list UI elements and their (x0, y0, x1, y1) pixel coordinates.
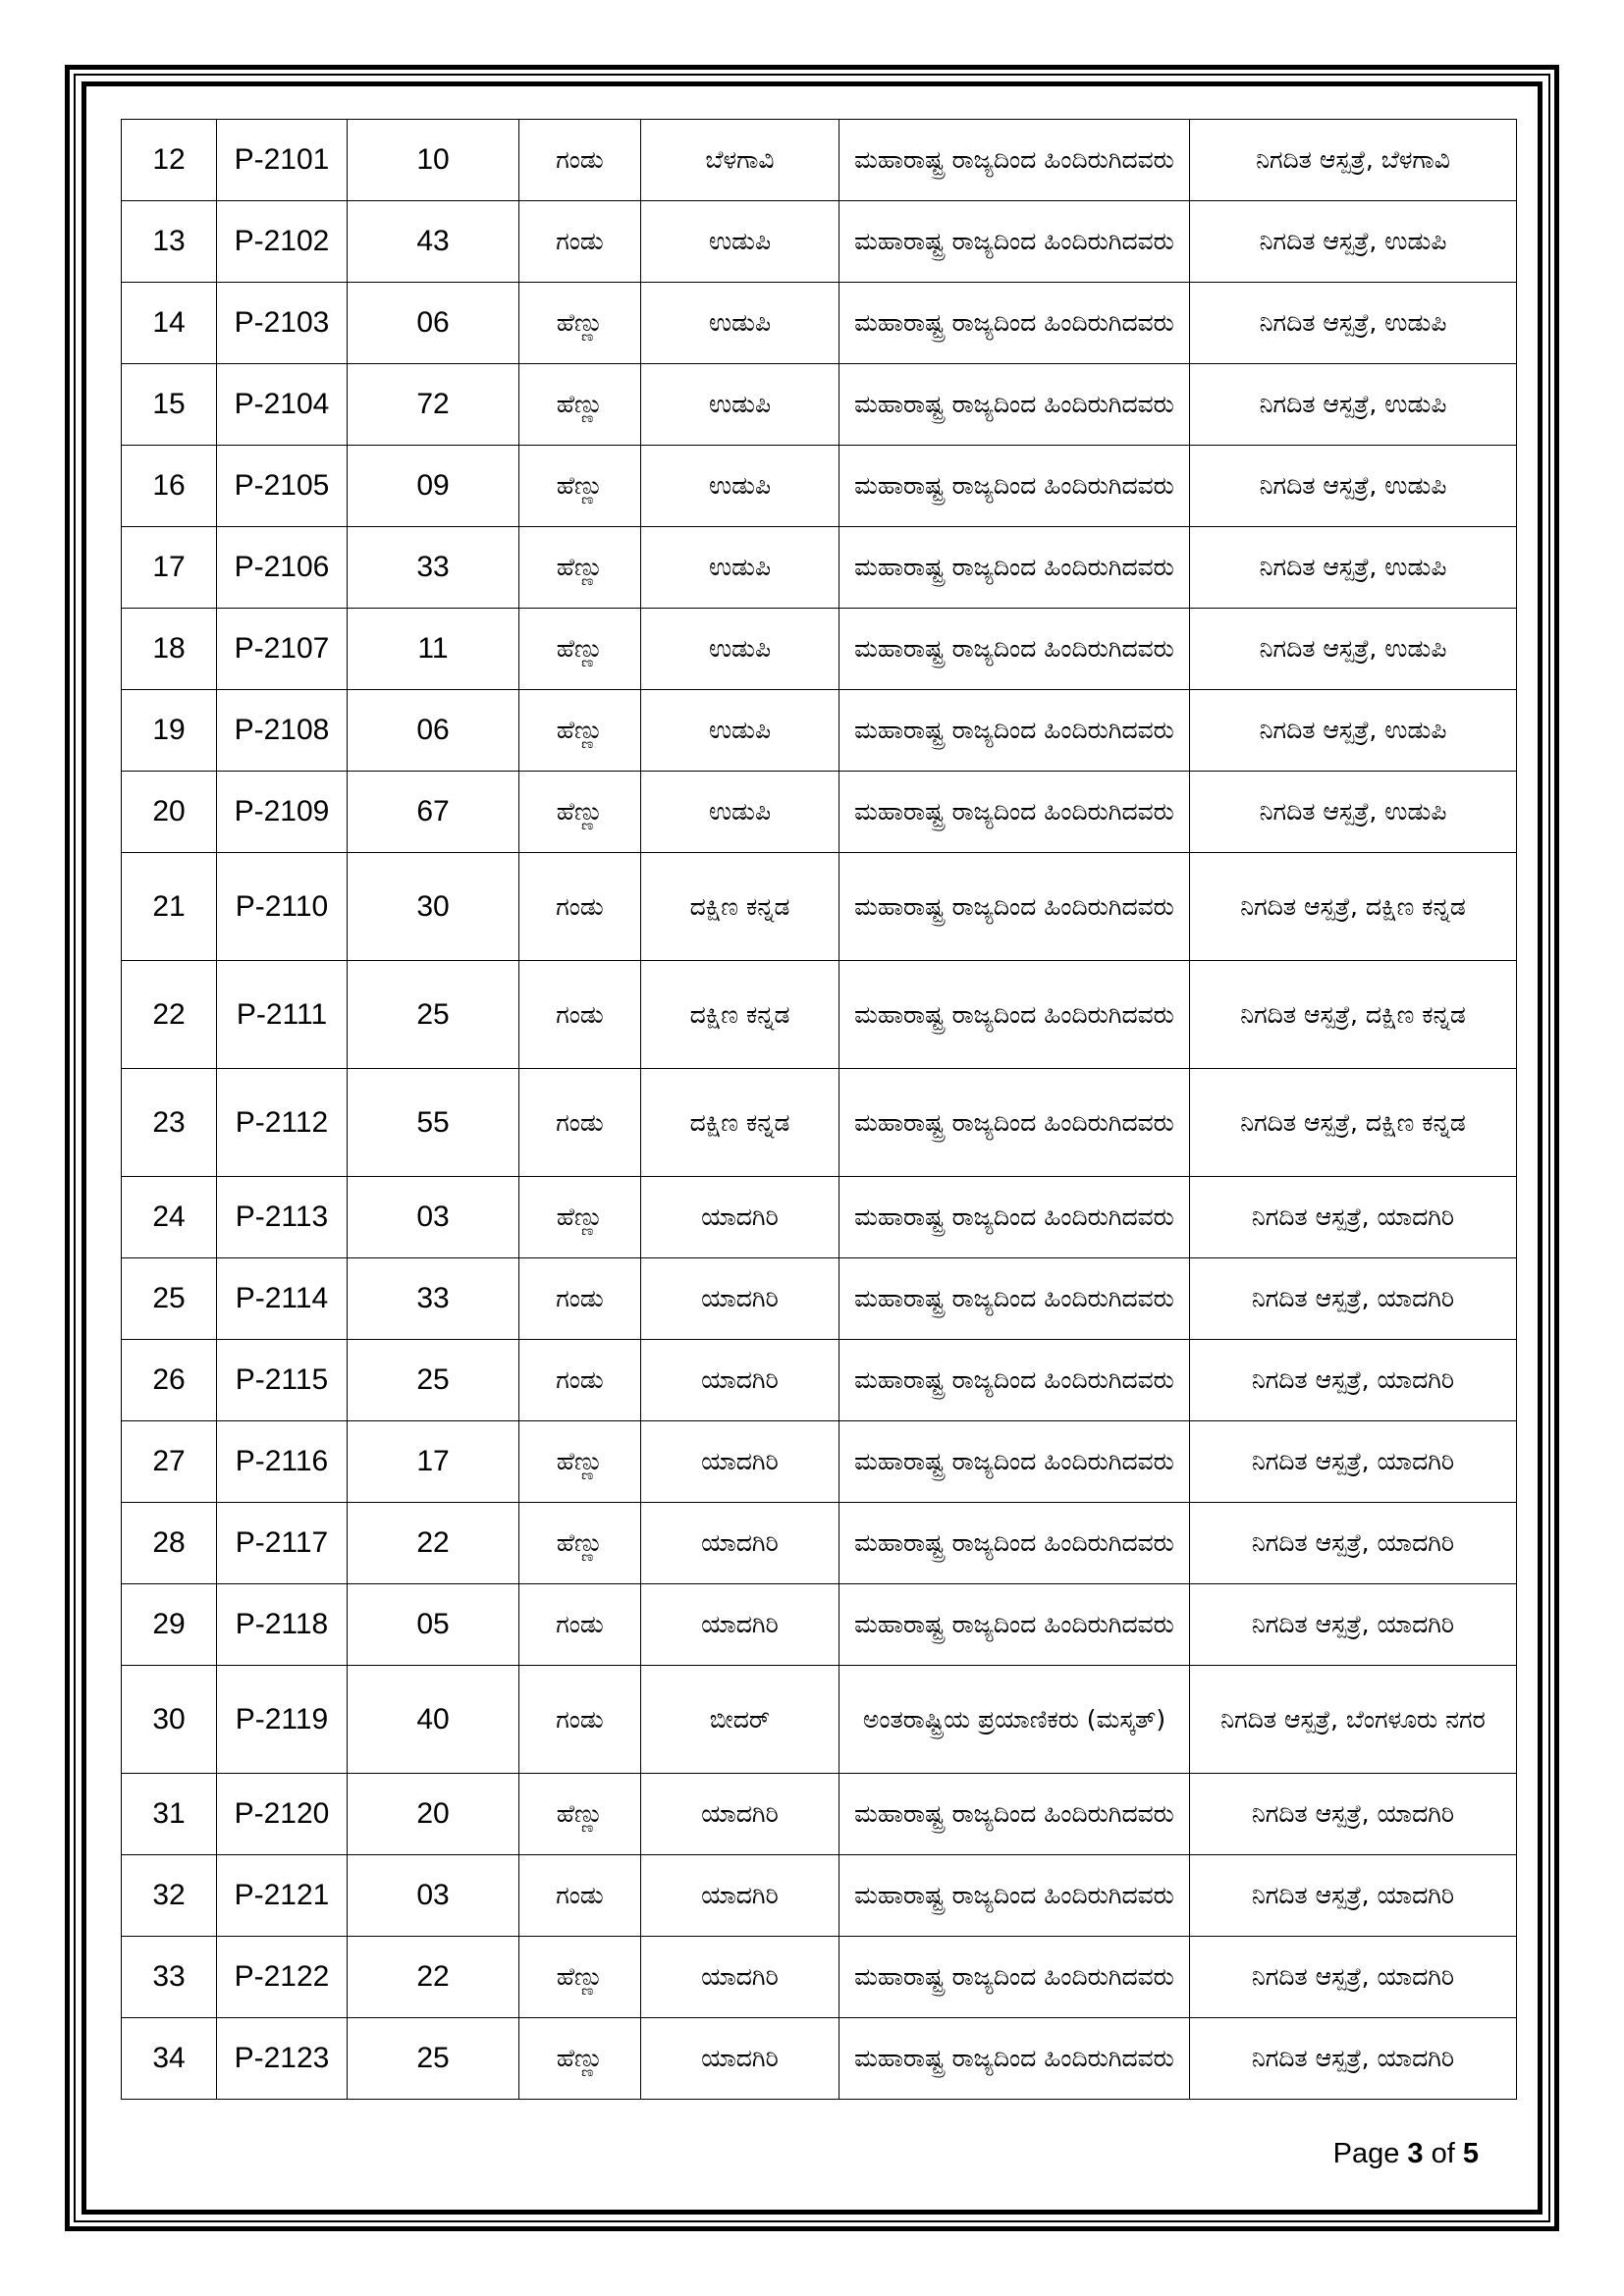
travel-history-cell: ಮಹಾರಾಷ್ಟ್ರ ರಾಜ್ಯದಿಂದ ಹಿಂದಿರುಗಿದವರು (839, 1177, 1190, 1258)
table-row (122, 609, 1517, 690)
serial-number-cell: 22 (122, 961, 217, 1069)
district-cell: ಉಡುಪಿ (641, 364, 839, 446)
age-cell: 43 (348, 201, 519, 283)
page-total: 5 (1462, 2138, 1479, 2169)
age-cell: 22 (348, 1503, 519, 1584)
district-cell: ಯಾದಗಿರಿ (641, 2018, 839, 2100)
serial-number-cell: 28 (122, 1503, 217, 1584)
table-row (122, 1584, 1517, 1666)
serial-number-cell: 26 (122, 1340, 217, 1421)
district-cell: ಯಾದಗಿರಿ (641, 1937, 839, 2018)
age-cell: 25 (348, 1340, 519, 1421)
age-cell: 25 (348, 2018, 519, 2100)
gender-cell: ಹೆಣ್ಣು (519, 446, 641, 527)
patient-id-cell: P-2121 (217, 1855, 348, 1937)
hospital-cell: ನಿಗದಿತ ಆಸ್ಪತ್ರೆ, ಬೆಳಗಾವಿ (1190, 120, 1517, 201)
serial-number-cell: 30 (122, 1666, 217, 1774)
case-table-body (122, 120, 1517, 2100)
patient-id-cell: P-2111 (217, 961, 348, 1069)
age-cell: 06 (348, 283, 519, 364)
travel-history-cell: ಮಹಾರಾಷ್ಟ್ರ ರಾಜ್ಯದಿಂದ ಹಿಂದಿರುಗಿದವರು (839, 1774, 1190, 1855)
hospital-cell: ನಿಗದಿತ ಆಸ್ಪತ್ರೆ, ಉಡುಪಿ (1190, 690, 1517, 772)
gender-cell: ಹೆಣ್ಣು (519, 690, 641, 772)
travel-history-cell: ಮಹಾರಾಷ್ಟ್ರ ರಾಜ್ಯದಿಂದ ಹಿಂದಿರುಗಿದವರು (839, 853, 1190, 961)
hospital-cell: ನಿಗದಿತ ಆಸ್ಪತ್ರೆ, ಬೆಂಗಳೂರು ನಗರ (1190, 1666, 1517, 1774)
gender-cell: ಗಂಡು (519, 1340, 641, 1421)
district-cell: ಯಾದಗಿರಿ (641, 1584, 839, 1666)
travel-history-cell: ಮಹಾರಾಷ್ಟ್ರ ರಾಜ್ಯದಿಂದ ಹಿಂದಿರುಗಿದವರು (839, 1258, 1190, 1340)
table-row (122, 1258, 1517, 1340)
district-cell: ಉಡುಪಿ (641, 446, 839, 527)
table-row (122, 283, 1517, 364)
serial-number-cell: 13 (122, 201, 217, 283)
patient-id-cell: P-2102 (217, 201, 348, 283)
gender-cell: ಹೆಣ್ಣು (519, 609, 641, 690)
district-cell: ಯಾದಗಿರಿ (641, 1421, 839, 1503)
serial-number-cell: 14 (122, 283, 217, 364)
hospital-cell: ನಿಗದಿತ ಆಸ್ಪತ್ರೆ, ಉಡುಪಿ (1190, 527, 1517, 609)
age-cell: 25 (348, 961, 519, 1069)
serial-number-cell: 17 (122, 527, 217, 609)
travel-history-cell: ಮಹಾರಾಷ್ಟ್ರ ರಾಜ್ಯದಿಂದ ಹಿಂದಿರುಗಿದವರು (839, 1340, 1190, 1421)
district-cell: ಬೀದರ್ (641, 1666, 839, 1774)
table-row (122, 1937, 1517, 2018)
table-row (122, 1855, 1517, 1937)
hospital-cell: ನಿಗದಿತ ಆಸ್ಪತ್ರೆ, ದಕ್ಷಿಣ ಕನ್ನಡ (1190, 853, 1517, 961)
hospital-cell: ನಿಗದಿತ ಆಸ್ಪತ್ರೆ, ಯಾದಗಿರಿ (1190, 1503, 1517, 1584)
district-cell: ಉಡುಪಿ (641, 527, 839, 609)
table-row (122, 2018, 1517, 2100)
table-row (122, 1503, 1517, 1584)
gender-cell: ಗಂಡು (519, 120, 641, 201)
district-cell: ದಕ್ಷಿಣ ಕನ್ನಡ (641, 961, 839, 1069)
table-row (122, 961, 1517, 1069)
table-row (122, 772, 1517, 853)
district-cell: ಉಡುಪಿ (641, 609, 839, 690)
gender-cell: ಹೆಣ್ಣು (519, 772, 641, 853)
patient-id-cell: P-2109 (217, 772, 348, 853)
hospital-cell: ನಿಗದಿತ ಆಸ್ಪತ್ರೆ, ಯಾದಗಿರಿ (1190, 1855, 1517, 1937)
district-cell: ಉಡುಪಿ (641, 772, 839, 853)
travel-history-cell: ಮಹಾರಾಷ್ಟ್ರ ರಾಜ್ಯದಿಂದ ಹಿಂದಿರುಗಿದವರು (839, 1421, 1190, 1503)
hospital-cell: ನಿಗದಿತ ಆಸ್ಪತ್ರೆ, ಉಡುಪಿ (1190, 364, 1517, 446)
serial-number-cell: 32 (122, 1855, 217, 1937)
hospital-cell: ನಿಗದಿತ ಆಸ್ಪತ್ರೆ, ಉಡುಪಿ (1190, 772, 1517, 853)
serial-number-cell: 33 (122, 1937, 217, 2018)
hospital-cell: ನಿಗದಿತ ಆಸ್ಪತ್ರೆ, ದಕ್ಷಿಣ ಕನ್ನಡ (1190, 961, 1517, 1069)
patient-id-cell: P-2120 (217, 1774, 348, 1855)
age-cell: 30 (348, 853, 519, 961)
age-cell: 40 (348, 1666, 519, 1774)
travel-history-cell: ಮಹಾರಾಷ್ಟ್ರ ರಾಜ್ಯದಿಂದ ಹಿಂದಿರುಗಿದವರು (839, 527, 1190, 609)
travel-history-cell: ಮಹಾರಾಷ್ಟ್ರ ರಾಜ್ಯದಿಂದ ಹಿಂದಿರುಗಿದವರು (839, 609, 1190, 690)
table-row (122, 201, 1517, 283)
hospital-cell: ನಿಗದಿತ ಆಸ್ಪತ್ರೆ, ಯಾದಗಿರಿ (1190, 1258, 1517, 1340)
gender-cell: ಗಂಡು (519, 853, 641, 961)
serial-number-cell: 25 (122, 1258, 217, 1340)
travel-history-cell: ಮಹಾರಾಷ್ಟ್ರ ರಾಜ್ಯದಿಂದ ಹಿಂದಿರುಗಿದವರು (839, 1069, 1190, 1177)
hospital-cell: ನಿಗದಿತ ಆಸ್ಪತ್ರೆ, ಉಡುಪಿ (1190, 201, 1517, 283)
patient-id-cell: P-2113 (217, 1177, 348, 1258)
gender-cell: ಗಂಡು (519, 1584, 641, 1666)
patient-id-cell: P-2104 (217, 364, 348, 446)
gender-cell: ಗಂಡು (519, 201, 641, 283)
serial-number-cell: 23 (122, 1069, 217, 1177)
serial-number-cell: 21 (122, 853, 217, 961)
patient-id-cell: P-2123 (217, 2018, 348, 2100)
gender-cell: ಹೆಣ್ಣು (519, 527, 641, 609)
age-cell: 09 (348, 446, 519, 527)
gender-cell: ಗಂಡು (519, 1069, 641, 1177)
age-cell: 05 (348, 1584, 519, 1666)
hospital-cell: ನಿಗದಿತ ಆಸ್ಪತ್ರೆ, ಯಾದಗಿರಿ (1190, 1421, 1517, 1503)
travel-history-cell: ಮಹಾರಾಷ್ಟ್ರ ರಾಜ್ಯದಿಂದ ಹಿಂದಿರುಗಿದವರು (839, 283, 1190, 364)
age-cell: 11 (348, 609, 519, 690)
patient-id-cell: P-2112 (217, 1069, 348, 1177)
age-cell: 33 (348, 1258, 519, 1340)
table-row (122, 1774, 1517, 1855)
district-cell: ಯಾದಗಿರಿ (641, 1774, 839, 1855)
table-row (122, 120, 1517, 201)
gender-cell: ಹೆಣ್ಣು (519, 1937, 641, 2018)
travel-history-cell: ಮಹಾರಾಷ್ಟ್ರ ರಾಜ್ಯದಿಂದ ಹಿಂದಿರುಗಿದವರು (839, 2018, 1190, 2100)
hospital-cell: ನಿಗದಿತ ಆಸ್ಪತ್ರೆ, ಯಾದಗಿರಿ (1190, 1177, 1517, 1258)
gender-cell: ಹೆಣ್ಣು (519, 283, 641, 364)
age-cell: 22 (348, 1937, 519, 2018)
district-cell: ದಕ್ಷಿಣ ಕನ್ನಡ (641, 853, 839, 961)
hospital-cell: ನಿಗದಿತ ಆಸ್ಪತ್ರೆ, ಯಾದಗಿರಿ (1190, 2018, 1517, 2100)
table-row (122, 446, 1517, 527)
district-cell: ಯಾದಗಿರಿ (641, 1503, 839, 1584)
age-cell: 55 (348, 1069, 519, 1177)
hospital-cell: ನಿಗದಿತ ಆಸ್ಪತ್ರೆ, ಯಾದಗಿರಿ (1190, 1937, 1517, 2018)
table-row (122, 853, 1517, 961)
age-cell: 03 (348, 1177, 519, 1258)
page-number (1333, 2138, 1479, 2170)
hospital-cell: ನಿಗದಿತ ಆಸ್ಪತ್ರೆ, ಉಡುಪಿ (1190, 446, 1517, 527)
hospital-cell: ನಿಗದಿತ ಆಸ್ಪತ್ರೆ, ಯಾದಗಿರಿ (1190, 1584, 1517, 1666)
district-cell: ದಕ್ಷಿಣ ಕನ್ನಡ (641, 1069, 839, 1177)
travel-history-cell: ಅಂತರಾಷ್ಟ್ರಿಯ ಪ್ರಯಾಣಿಕರು (ಮಸ್ಕತ್) (839, 1666, 1190, 1774)
gender-cell: ಗಂಡು (519, 1855, 641, 1937)
district-cell: ಯಾದಗಿರಿ (641, 1340, 839, 1421)
gender-cell: ಹೆಣ್ಣು (519, 2018, 641, 2100)
page-of: of (1423, 2138, 1463, 2169)
gender-cell: ಹೆಣ್ಣು (519, 1774, 641, 1855)
travel-history-cell: ಮಹಾರಾಷ್ಟ್ರ ರಾಜ್ಯದಿಂದ ಹಿಂದಿರುಗಿದವರು (839, 1855, 1190, 1937)
gender-cell: ಹೆಣ್ಣು (519, 1177, 641, 1258)
patient-id-cell: P-2107 (217, 609, 348, 690)
travel-history-cell: ಮಹಾರಾಷ್ಟ್ರ ರಾಜ್ಯದಿಂದ ಹಿಂದಿರುಗಿದವರು (839, 120, 1190, 201)
patient-id-cell: P-2106 (217, 527, 348, 609)
gender-cell: ಗಂಡು (519, 1258, 641, 1340)
patient-id-cell: P-2105 (217, 446, 348, 527)
travel-history-cell: ಮಹಾರಾಷ್ಟ್ರ ರಾಜ್ಯದಿಂದ ಹಿಂದಿರುಗಿದವರು (839, 1937, 1190, 2018)
patient-id-cell: P-2118 (217, 1584, 348, 1666)
gender-cell: ಗಂಡು (519, 1666, 641, 1774)
serial-number-cell: 16 (122, 446, 217, 527)
age-cell: 06 (348, 690, 519, 772)
age-cell: 03 (348, 1855, 519, 1937)
district-cell: ಯಾದಗಿರಿ (641, 1855, 839, 1937)
age-cell: 17 (348, 1421, 519, 1503)
gender-cell: ಗಂಡು (519, 961, 641, 1069)
travel-history-cell: ಮಹಾರಾಷ್ಟ್ರ ರಾಜ್ಯದಿಂದ ಹಿಂದಿರುಗಿದವರು (839, 364, 1190, 446)
table-row (122, 1340, 1517, 1421)
case-table (121, 119, 1517, 2100)
travel-history-cell: ಮಹಾರಾಷ್ಟ್ರ ರಾಜ್ಯದಿಂದ ಹಿಂದಿರುಗಿದವರು (839, 446, 1190, 527)
age-cell: 10 (348, 120, 519, 201)
district-cell: ಬೆಳಗಾವಿ (641, 120, 839, 201)
patient-id-cell: P-2101 (217, 120, 348, 201)
page-current: 3 (1407, 2138, 1424, 2169)
hospital-cell: ನಿಗದಿತ ಆಸ್ಪತ್ರೆ, ಉಡುಪಿ (1190, 609, 1517, 690)
travel-history-cell: ಮಹಾರಾಷ್ಟ್ರ ರಾಜ್ಯದಿಂದ ಹಿಂದಿರುಗಿದವರು (839, 961, 1190, 1069)
travel-history-cell: ಮಹಾರಾಷ್ಟ್ರ ರಾಜ್ಯದಿಂದ ಹಿಂದಿರುಗಿದವರು (839, 1584, 1190, 1666)
serial-number-cell: 18 (122, 609, 217, 690)
district-cell: ಯಾದಗಿರಿ (641, 1177, 839, 1258)
gender-cell: ಹೆಣ್ಣು (519, 1421, 641, 1503)
page-prefix: Page (1332, 2138, 1408, 2169)
gender-cell: ಹೆಣ್ಣು (519, 1503, 641, 1584)
patient-id-cell: P-2103 (217, 283, 348, 364)
age-cell: 67 (348, 772, 519, 853)
serial-number-cell: 15 (122, 364, 217, 446)
serial-number-cell: 29 (122, 1584, 217, 1666)
serial-number-cell: 19 (122, 690, 217, 772)
district-cell: ಉಡುಪಿ (641, 201, 839, 283)
hospital-cell: ನಿಗದಿತ ಆಸ್ಪತ್ರೆ, ಯಾದಗಿರಿ (1190, 1340, 1517, 1421)
age-cell: 20 (348, 1774, 519, 1855)
district-cell: ಉಡುಪಿ (641, 283, 839, 364)
serial-number-cell: 34 (122, 2018, 217, 2100)
travel-history-cell: ಮಹಾರಾಷ್ಟ್ರ ರಾಜ್ಯದಿಂದ ಹಿಂದಿರುಗಿದವರು (839, 772, 1190, 853)
table-row (122, 1421, 1517, 1503)
age-cell: 33 (348, 527, 519, 609)
patient-id-cell: P-2122 (217, 1937, 348, 2018)
patient-id-cell: P-2117 (217, 1503, 348, 1584)
serial-number-cell: 24 (122, 1177, 217, 1258)
gender-cell: ಹೆಣ್ಣು (519, 364, 641, 446)
table-row (122, 1666, 1517, 1774)
travel-history-cell: ಮಹಾರಾಷ್ಟ್ರ ರಾಜ್ಯದಿಂದ ಹಿಂದಿರುಗಿದವರು (839, 1503, 1190, 1584)
table-row (122, 1177, 1517, 1258)
serial-number-cell: 31 (122, 1774, 217, 1855)
patient-id-cell: P-2119 (217, 1666, 348, 1774)
patient-id-cell: P-2110 (217, 853, 348, 961)
table-row (122, 527, 1517, 609)
patient-id-cell: P-2116 (217, 1421, 348, 1503)
serial-number-cell: 27 (122, 1421, 217, 1503)
district-cell: ಉಡುಪಿ (641, 690, 839, 772)
travel-history-cell: ಮಹಾರಾಷ್ಟ್ರ ರಾಜ್ಯದಿಂದ ಹಿಂದಿರುಗಿದವರು (839, 690, 1190, 772)
serial-number-cell: 12 (122, 120, 217, 201)
hospital-cell: ನಿಗದಿತ ಆಸ್ಪತ್ರೆ, ದಕ್ಷಿಣ ಕನ್ನಡ (1190, 1069, 1517, 1177)
patient-id-cell: P-2114 (217, 1258, 348, 1340)
serial-number-cell: 20 (122, 772, 217, 853)
travel-history-cell: ಮಹಾರಾಷ್ಟ್ರ ರಾಜ್ಯದಿಂದ ಹಿಂದಿರುಗಿದವರು (839, 201, 1190, 283)
patient-id-cell: P-2108 (217, 690, 348, 772)
table-row (122, 690, 1517, 772)
table-row (122, 364, 1517, 446)
table-row (122, 1069, 1517, 1177)
hospital-cell: ನಿಗದಿತ ಆಸ್ಪತ್ರೆ, ಯಾದಗಿರಿ (1190, 1774, 1517, 1855)
hospital-cell: ನಿಗದಿತ ಆಸ್ಪತ್ರೆ, ಉಡುಪಿ (1190, 283, 1517, 364)
district-cell: ಯಾದಗಿರಿ (641, 1258, 839, 1340)
patient-id-cell: P-2115 (217, 1340, 348, 1421)
age-cell: 72 (348, 364, 519, 446)
